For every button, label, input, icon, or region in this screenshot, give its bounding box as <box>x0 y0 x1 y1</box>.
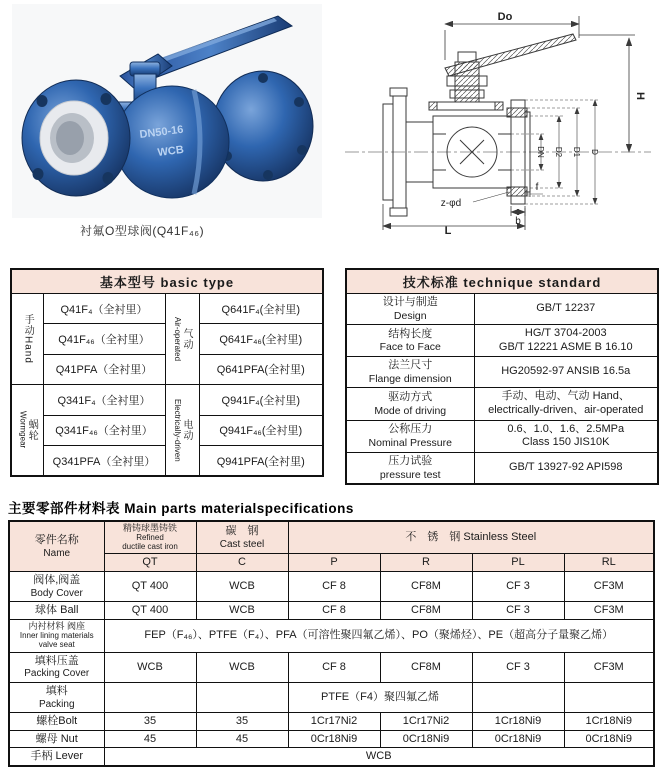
col-header-qt: QT <box>104 554 196 572</box>
dim-label-f: f <box>535 182 539 193</box>
group-label-hand-text: 手动Hand <box>22 314 34 364</box>
model-cell: Q941PFA(全衬里) <box>199 446 323 477</box>
spec-value: HG20592-97 ANSIB 16.5a <box>474 357 658 388</box>
model-cell: Q341F₄（全衬里） <box>43 385 165 416</box>
group-label-wormgear <box>11 385 43 477</box>
material-cell: 35 <box>196 713 288 731</box>
model-cell: Q941F₄(全衬里) <box>199 385 323 416</box>
row-body-cover <box>9 572 654 602</box>
dim-label-do: Do <box>497 11 513 23</box>
table-row <box>346 453 658 484</box>
material-cell: 1Cr18Ni9 <box>564 713 654 731</box>
material-cell: 0Cr18Ni9 <box>564 730 654 748</box>
material-cell <box>472 682 564 712</box>
handle-section <box>445 34 576 76</box>
material-cell <box>104 682 196 712</box>
row-ball <box>9 602 654 620</box>
model-cell: Q341PFA（全衬里） <box>43 446 165 477</box>
dim-label-d1: D1 <box>572 146 581 158</box>
material-cell: 1Cr18Ni9 <box>472 713 564 731</box>
table-row <box>346 357 658 388</box>
table-row <box>346 294 658 325</box>
material-cell: CF 3 <box>472 652 564 682</box>
technique-standard-title: 技术标准 technique standard <box>346 269 658 294</box>
valve-photo <box>12 4 322 218</box>
spec-value: 手动、电动、气动 Hand、 electrically-driven、air-operated <box>474 388 658 421</box>
materials-section-title: 主要零部件材料表 Main parts materialspecifications <box>8 501 354 516</box>
model-cell: Q41F₄（全衬里） <box>43 294 165 324</box>
table-row <box>11 294 323 324</box>
col-header-rl: RL <box>564 554 654 572</box>
part-name: 阀体,阀盖 Body Cover <box>9 572 104 602</box>
valve-body <box>115 86 229 198</box>
part-name: 填料压盖 Packing Cover <box>9 652 104 682</box>
air-cjk-label: 气动 <box>181 328 192 350</box>
wormgear-en-label: Wormgear <box>18 411 28 449</box>
spec-label: 结构长度 Face to Face <box>346 324 474 357</box>
part-name: 球体 Ball <box>9 602 104 620</box>
material-cell: 45 <box>104 730 196 748</box>
spec-value: GB/T 13927-92 API598 <box>474 453 658 484</box>
table-row <box>346 420 658 453</box>
material-cell: 0Cr18Ni9 <box>472 730 564 748</box>
material-cell: CF 3 <box>472 602 564 620</box>
group-label-electric <box>165 385 199 477</box>
dim-label-b: b <box>515 216 521 227</box>
row-packing <box>9 682 654 712</box>
basic-type-table <box>10 268 324 477</box>
part-name: 螺母 Nut <box>9 730 104 748</box>
material-cell: 1Cr17Ni2 <box>380 713 472 731</box>
part-name: 填料 Packing <box>9 682 104 712</box>
dim-label-d: D <box>590 149 599 155</box>
material-cell: 35 <box>104 713 196 731</box>
material-cell: 45 <box>196 730 288 748</box>
material-cell-merged: PTFE（F4）聚四氟乙烯 <box>288 682 472 712</box>
model-cell: Q641F₄(全衬里) <box>199 294 323 324</box>
spec-label: 驱动方式 Mode of driving <box>346 388 474 421</box>
material-cell: WCB <box>104 652 196 682</box>
part-name: 螺栓Bolt <box>9 713 104 731</box>
valve-right-flange <box>213 71 313 181</box>
dim-label-l: L <box>444 225 452 237</box>
material-cell: QT 400 <box>104 572 196 602</box>
col-header-c: C <box>196 554 288 572</box>
material-cell: QT 400 <box>104 602 196 620</box>
table-header-row <box>9 554 654 572</box>
basic-type-title: 基本型号 basic type <box>11 269 323 294</box>
table-header-row <box>9 521 654 554</box>
model-cell: Q41F₄₆（全衬里） <box>43 324 165 354</box>
material-cell-merged: WCB <box>104 748 654 766</box>
material-cell: WCB <box>196 652 288 682</box>
spec-label: 压力试验 pressure test <box>346 453 474 484</box>
material-cell: 1Cr17Ni2 <box>288 713 380 731</box>
technical-drawing <box>333 4 658 240</box>
spec-label: 公称压力 Nominal Pressure <box>346 420 474 453</box>
spec-label: 法兰尺寸 Flange dimension <box>346 357 474 388</box>
col-header-pl: PL <box>472 554 564 572</box>
material-cell-merged: FEP（F₄₆）、PTFE（F₄）、PFA（可溶性聚四氟乙烯）、PO（聚烯烃）、PE（超高分子量聚乙烯） <box>104 620 654 652</box>
material-cell: CF 8 <box>288 602 380 620</box>
row-bolt <box>9 713 654 731</box>
model-cell: Q641PFA(全衬里) <box>199 354 323 384</box>
valve-body-section <box>429 102 511 188</box>
material-cell: 0Cr18Ni9 <box>380 730 472 748</box>
body-tag-dn: DN50-16 <box>138 123 185 141</box>
wormgear-cjk-label: 蜗轮 <box>26 419 38 441</box>
material-cell: 0Cr18Ni9 <box>288 730 380 748</box>
material-cell: CF8M <box>380 572 472 602</box>
material-cell: CF3M <box>564 572 654 602</box>
dim-label-d2: D2 <box>554 146 563 158</box>
row-packing-cover <box>9 652 654 682</box>
row-inner-lining <box>9 620 654 652</box>
row-lever <box>9 748 654 766</box>
electric-en-label: Electrically-driven <box>173 398 182 462</box>
col-header-p: P <box>288 554 380 572</box>
spec-value: 0.6、1.0、1.6、2.5MPa Class 150 JIS10K <box>474 420 658 453</box>
material-cell: CF3M <box>564 602 654 620</box>
electric-cjk-label: 电动 <box>181 419 192 441</box>
dim-label-dn: DN <box>536 146 545 158</box>
material-cell: WCB <box>196 602 288 620</box>
material-cell: CF8M <box>380 652 472 682</box>
material-cell <box>196 682 288 712</box>
spec-value: HG/T 3704-2003 GB/T 12221 ASME B 16.10 <box>474 324 658 357</box>
spec-label: 设计与制造 Design <box>346 294 474 325</box>
material-cell: CF 8 <box>288 572 380 602</box>
row-nut <box>9 730 654 748</box>
stainless-steel-header: 不 锈 钢 Stainless Steel <box>288 521 654 554</box>
air-operated-label: Air-operated <box>173 316 182 362</box>
material-cell: WCB <box>196 572 288 602</box>
part-name: 内衬材料 阀座 Inner lining materials valve seat <box>9 620 104 652</box>
dim-label-zd: z-φd <box>440 198 462 209</box>
body-tag-wcb: WCB <box>156 143 185 159</box>
materials-table <box>8 520 655 767</box>
spec-value: GB/T 12237 <box>474 294 658 325</box>
photo-caption: 衬氟O型球阀(Q41F₄₆) <box>80 224 205 238</box>
valve-left-flange <box>22 80 130 196</box>
group-label-air <box>165 294 199 385</box>
part-name: 手柄 Lever <box>9 748 104 766</box>
col-header-r: R <box>380 554 472 572</box>
model-cell: Q941F₄₆(全衬里) <box>199 415 323 446</box>
table-row <box>11 385 323 416</box>
qt-header: 精铸球墨铸铁 Refined ductile cast iron <box>104 521 196 554</box>
dim-h-lines <box>579 35 635 152</box>
table-row <box>346 388 658 421</box>
cast-steel-header: 碳 钢 Cast steel <box>196 521 288 554</box>
dim-label-h: H <box>634 92 646 100</box>
material-cell <box>564 682 654 712</box>
name-header: 零件名称 Name <box>9 521 104 572</box>
table-row <box>346 324 658 357</box>
technique-standard-table <box>345 268 659 485</box>
material-cell: CF 3 <box>472 572 564 602</box>
material-cell: CF 8 <box>288 652 380 682</box>
model-cell: Q341F₄₆（全衬里） <box>43 415 165 446</box>
group-label-hand <box>11 294 43 385</box>
material-cell: CF8M <box>380 602 472 620</box>
model-cell: Q641F₄₆(全衬里) <box>199 324 323 354</box>
material-cell: CF3M <box>564 652 654 682</box>
model-cell: Q41PFA（全衬里） <box>43 354 165 384</box>
